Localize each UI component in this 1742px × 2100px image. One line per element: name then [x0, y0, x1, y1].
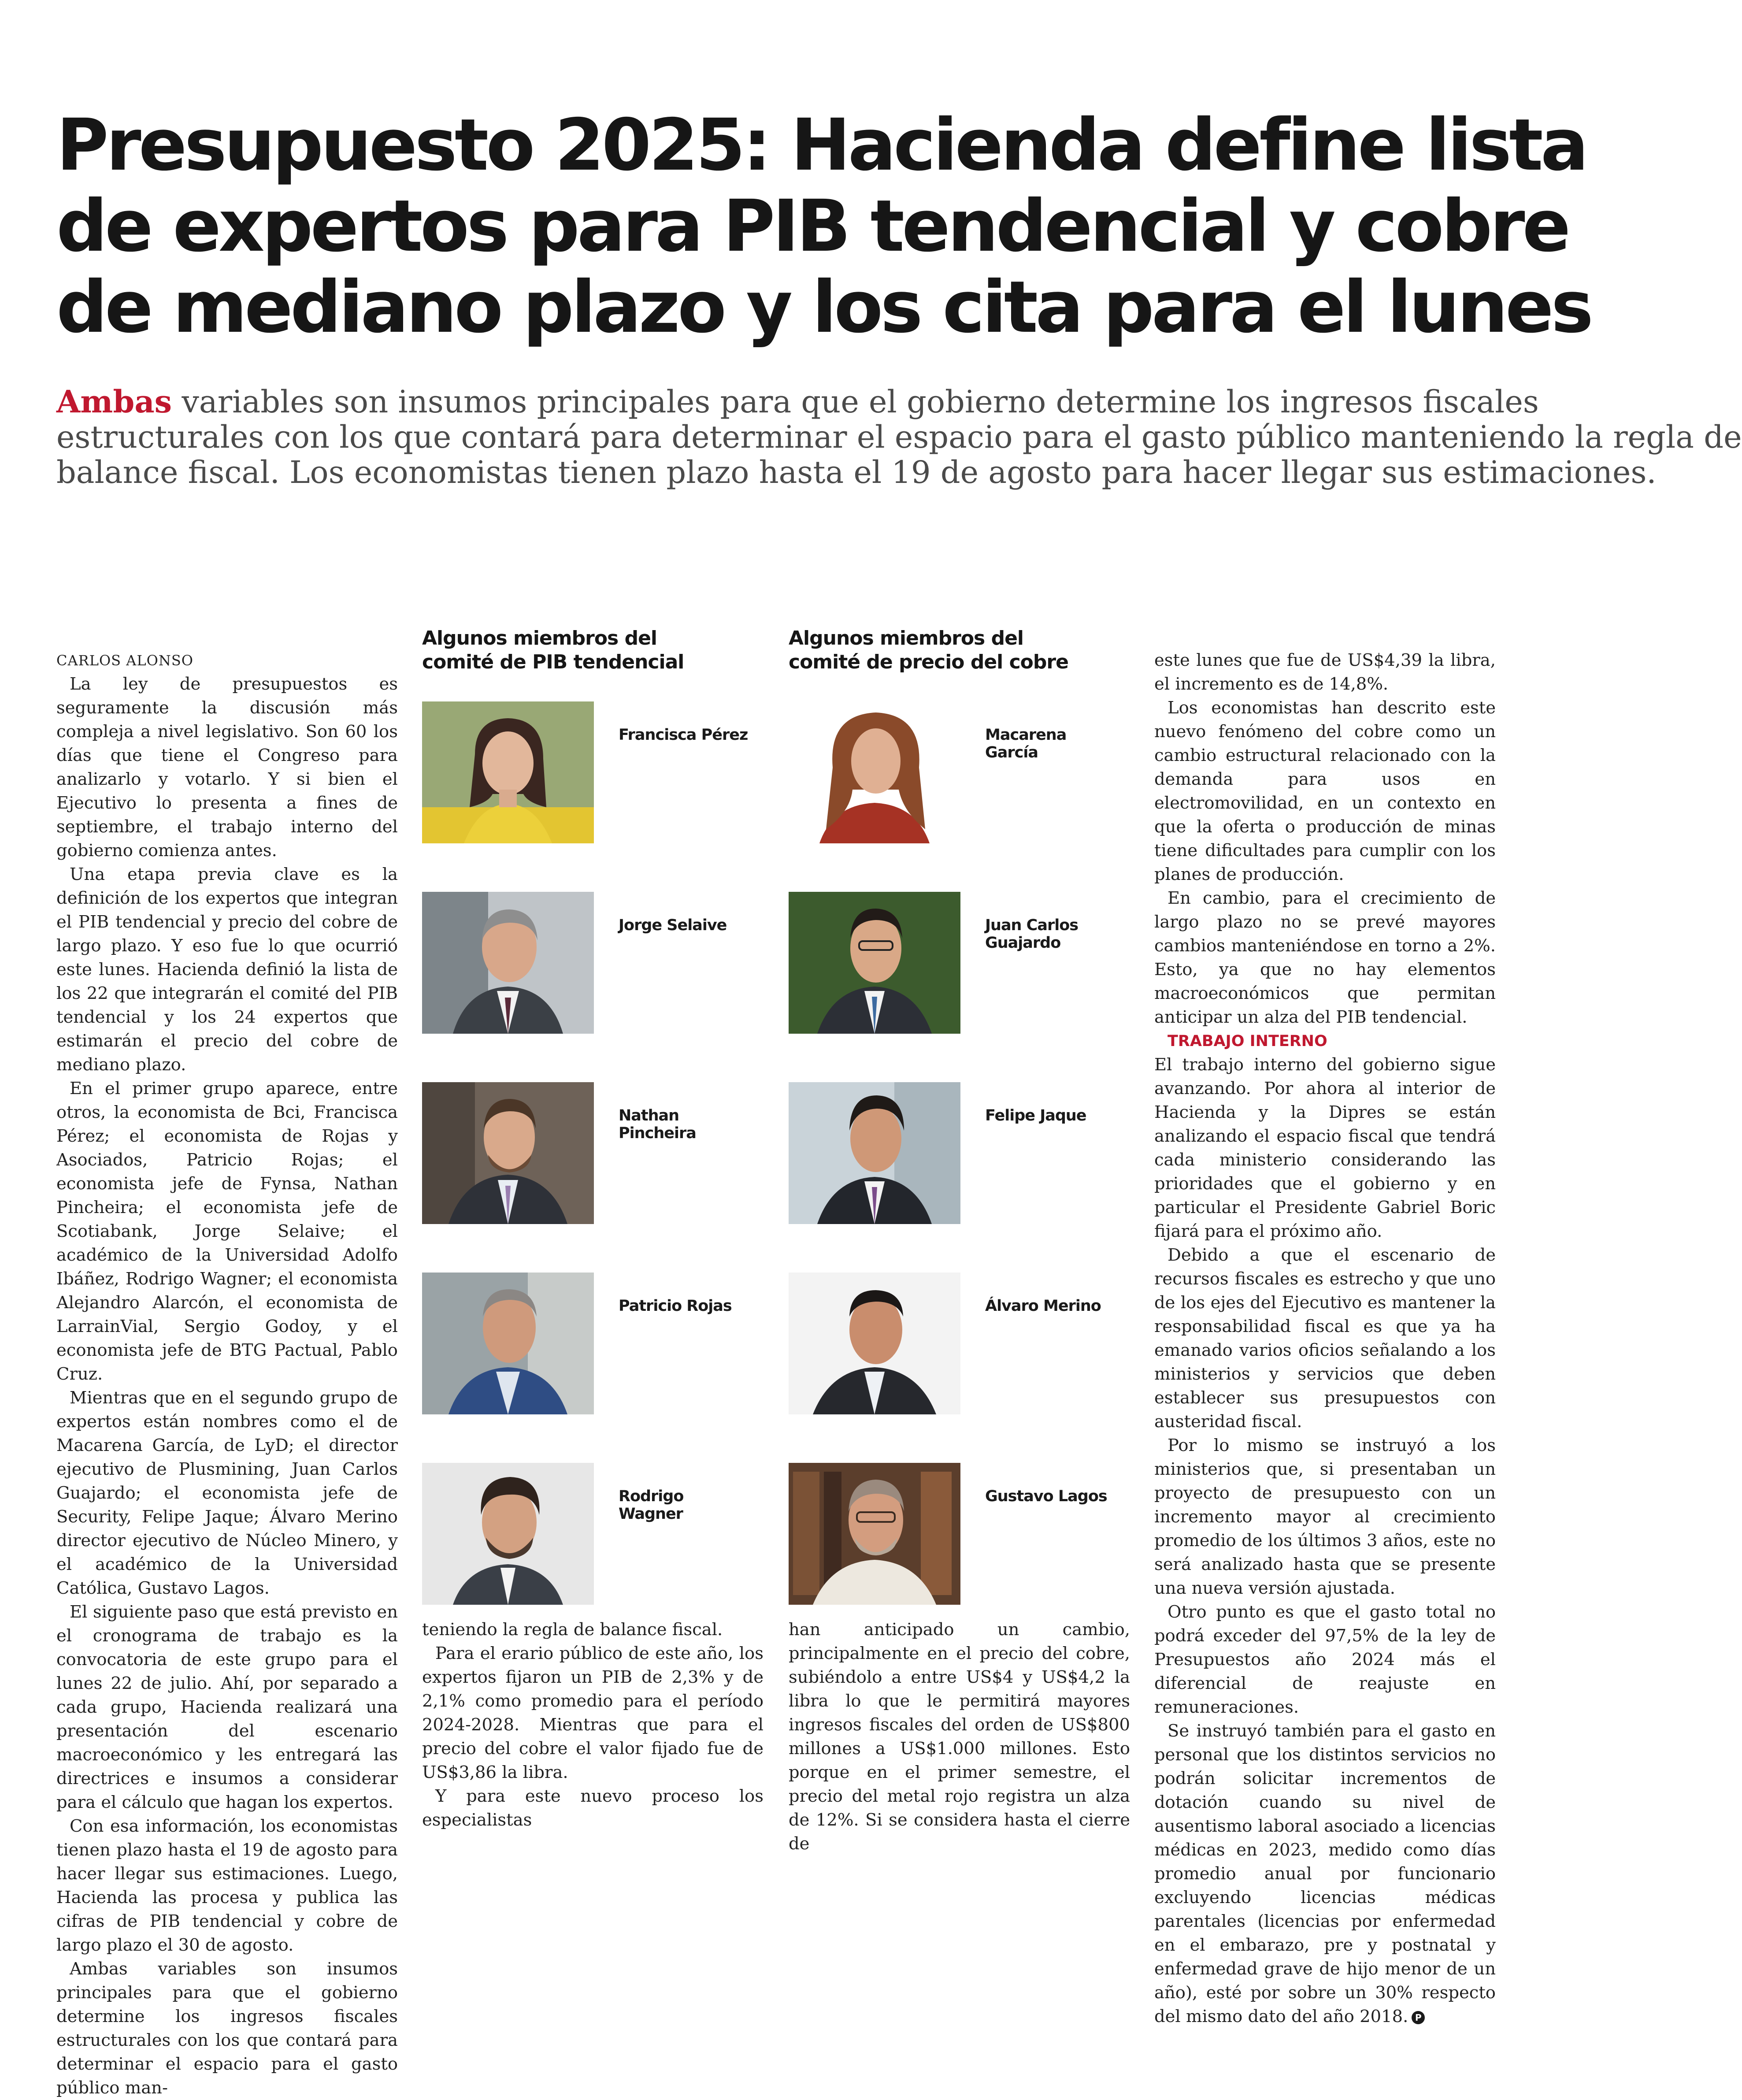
heading-line: Algunos miembros del — [789, 627, 1023, 649]
paragraph: Ambas variables son insumos principales para que el gobierno determine los ingresos fiscales estructurales con los que contará para determinar el espacio para el gasto público man- — [56, 1959, 398, 2098]
pib-committee-heading — [422, 627, 730, 674]
member-name — [619, 1107, 751, 1142]
lead-line: balance fiscal. Los economistas tienen plazo hasta el 19 de agosto para hacer llegar sus estimaciones. — [56, 454, 1657, 490]
name-line: Felipe Jaque — [985, 1107, 1086, 1124]
name-line: Jorge Selaive — [619, 916, 727, 934]
paragraph: Una etapa previa clave es la definición de los expertos que integran el PIB tendencial y precio del cobre de largo plazo. Y eso fue lo que ocurrió este lunes. Hacienda definió la lista de los 22 que integrarán el comité del PIB tendencial y los 24 expertos que estimarán el precio del cobre de mediano plazo. — [56, 864, 398, 1075]
lead-text: variables son insumos principales para que el gobierno determine los ingresos fiscales — [172, 384, 1539, 420]
paragraph: El trabajo interno del gobierno sigue avanzando. Por ahora al interior de Hacienda y la Dipres se están analizando el espacio fiscal que tendrá cada ministerio considerando las prioridades que el gobierno y en particular el Presidente Gabriel Boric fijará para el próximo año. — [1154, 1055, 1496, 1241]
paragraph: Debido a que el escenario de recursos fiscales es estrecho y que uno de los ejes del Ejecutivo es mantener la responsabilidad fiscal es que ya ha emanado varios oficios señalando a los ministerios y servicios que deben establecer sus presupuestos con austeridad fiscal. — [1154, 1245, 1496, 1432]
paragraph: La ley de presupuestos es seguramente la discusión más compleja a nivel legislativo. Son 60 los días que tiene el Congreso para analizarlo y votarlo. Y si bien el Ejecutivo lo presenta a fines de septiembre, el trabajo interno del gobierno comienza antes. — [56, 674, 398, 861]
section-subhead: TRABAJO INTERNO — [1168, 1032, 1327, 1050]
article-column-3 — [789, 1618, 1130, 1856]
paragraph: Y para este nuevo proceso los especialistas — [422, 1786, 764, 1830]
name-line: Wagner — [619, 1505, 683, 1523]
portrait-photo — [422, 701, 594, 843]
member-name — [619, 1297, 751, 1315]
lead-paragraph — [56, 383, 1742, 490]
member-name — [985, 916, 1117, 952]
paragraph: Con esa información, los economistas tienen plazo hasta el 19 de agosto para hacer llegar sus estimaciones. Luego, Hacienda las procesa y publica las cifras de PIB tendencial y cobre de largo plazo el 30 de agosto. — [56, 1816, 398, 1955]
cobre-committee-heading — [789, 627, 1097, 674]
paragraph: El siguiente paso que está previsto en el cronograma de trabajo es la convocatoria de este grupo para el lunes 22 de julio. Ahí, por separado a cada grupo, Hacienda realizará una presentación del escenario macroeconómico y les entregará las directrices e insumos a considerar para el cálculo que hagan los expertos. — [56, 1602, 398, 1812]
paragraph: Los economistas han descrito este nuevo fenómeno del cobre como un cambio estructural relacionado con la demanda para usos en electromovilidad, en un contexto en que la oferta o producción de minas tiene dificultades para cumplir con los planes de producción. — [1154, 698, 1496, 884]
article-column-1 — [56, 649, 398, 2100]
member-name — [619, 726, 751, 744]
member-name — [985, 726, 1117, 761]
paragraph — [1154, 1719, 1496, 2029]
name-line: García — [985, 744, 1038, 761]
portrait-photo — [422, 1463, 594, 1605]
name-line: Guajardo — [985, 934, 1061, 952]
portrait-photo — [422, 892, 594, 1034]
paragraph: Otro punto es que el gasto total no podrá exceder del 97,5% de la ley de Presupuestos año 2024 más el diferencial de reajuste en remuneraciones. — [1154, 1602, 1496, 1717]
heading-line: Algunos miembros del — [422, 627, 657, 649]
portrait-photo — [789, 892, 960, 1034]
paragraph: Para el erario público de este año, los expertos fijaron un PIB de 2,3% y de 2,1% como promedio para el período 2024-2028. Mientras que para el precio del cobre el valor fijado fue de US$3,86 la libra. — [422, 1644, 764, 1782]
headline — [56, 104, 1591, 349]
article-column-2 — [422, 1618, 764, 1832]
lead-kicker: Ambas — [56, 383, 172, 420]
member-name — [985, 1107, 1117, 1124]
name-line: Juan Carlos — [985, 916, 1079, 934]
paragraph: Por lo mismo se instruyó a los ministerios que, si presentaban un proyecto de presupuesto con un incremento mayor al crecimiento promedio de los últimos 3 años, este no será analizado hasta que se presente una nueva versión ajustada. — [1154, 1436, 1496, 1598]
name-line: Francisca Pérez — [619, 726, 748, 744]
paragraph: En cambio, para el crecimiento de largo plazo no se prevé mayores cambios manteniéndose en torno a 2%. Esto, ya que no hay elementos macroeconómicos que permitan anticipar un alza del PIB tendencial. — [1154, 888, 1496, 1027]
name-line: Patricio Rojas — [619, 1297, 732, 1315]
paragraph: teniendo la regla de balance fiscal. — [422, 1620, 723, 1640]
heading-line: comité de PIB tendencial — [422, 651, 684, 673]
name-line: Nathan — [619, 1107, 679, 1124]
name-line: Gustavo Lagos — [985, 1488, 1107, 1505]
headline-line: Presupuesto 2025: Hacienda define lista — [56, 104, 1586, 187]
member-name — [619, 916, 751, 934]
lead-line — [56, 383, 1539, 420]
headline-line: de mediano plazo y los cita para el lunes — [56, 266, 1591, 349]
lead-line: estructurales con los que contará para determinar el espacio para el gasto público manteniendo la regla de — [56, 419, 1742, 455]
heading-line: comité de precio del cobre — [789, 651, 1068, 673]
publication-logo-icon: P — [1412, 2011, 1425, 2024]
member-name — [619, 1488, 751, 1523]
headline-line: de expertos para PIB tendencial y cobre — [56, 185, 1568, 268]
paragraph: En el primer grupo aparece, entre otros, la economista de Bci, Francisca Pérez; el economista de Rojas y Asociados, Patricio Rojas; el economista jefe de Fynsa, Nathan Pincheira; el economista jefe de Scotiabank, Jorge Selaive; el académico de la Universidad Adolfo Ibáñez, Rodrigo Wagner; el economista Alejandro Alarcón, el economista de LarrainVial, Sergio Godoy, y el economista jefe de BTG Pactual, Pablo Cruz. — [56, 1079, 398, 1384]
member-name — [985, 1297, 1117, 1315]
paragraph: han anticipado un cambio, principalmente en el precio del cobre, subiéndolo a entre US$4 y US$4,2 la libra lo que le permitirá mayores ingresos fiscales del orden de US$800 millones a US$1.000 millones. Esto porque en el primer semestre, el precio del metal rojo registra un alza de 12%. Si se considera hasta el cierre de — [789, 1620, 1130, 1854]
member-name — [985, 1488, 1117, 1505]
article-column-4 — [1154, 649, 1496, 2029]
name-line: Macarena — [985, 726, 1067, 744]
paragraph: este lunes que fue de US$4,39 la libra, el incremento es de 14,8%. — [1154, 650, 1496, 694]
name-line: Pincheira — [619, 1124, 696, 1142]
portrait-photo — [422, 1082, 594, 1224]
name-line: Álvaro Merino — [985, 1297, 1101, 1315]
byline: CARLOS ALONSO — [56, 652, 194, 669]
portrait-photo — [789, 701, 960, 843]
paragraph: Mientras que en el segundo grupo de expertos están nombres como el de Macarena García, de LyD; el director ejecutivo de Plusmining, Juan Carlos Guajardo; el economista jefe de Security, Felipe Jaque; Álvaro Merino director ejecutivo de Núcleo Minero, y el académico de la Universidad Católica, Gustavo Lagos. — [56, 1388, 398, 1598]
paragraph-text: Se instruyó también para el gasto en personal que los distintos servicios no podrán solicitar incrementos de dotación cuando su nivel de ausentismo laboral asociado a licencias médicas en 2023, medido como días promedio anual por funcionario excluyendo licencias médicas parentales (licencias por enfermedad en el embarazo, pre y postnatal y enfermedad grave de hijo menor de un año), esté por sobre un 30% respecto del mismo dato del año 2018. — [1154, 1721, 1496, 2026]
portrait-photo — [789, 1082, 960, 1224]
portrait-photo — [789, 1463, 960, 1605]
portrait-photo — [789, 1273, 960, 1414]
portrait-photo — [422, 1273, 594, 1414]
name-line: Rodrigo — [619, 1488, 684, 1505]
